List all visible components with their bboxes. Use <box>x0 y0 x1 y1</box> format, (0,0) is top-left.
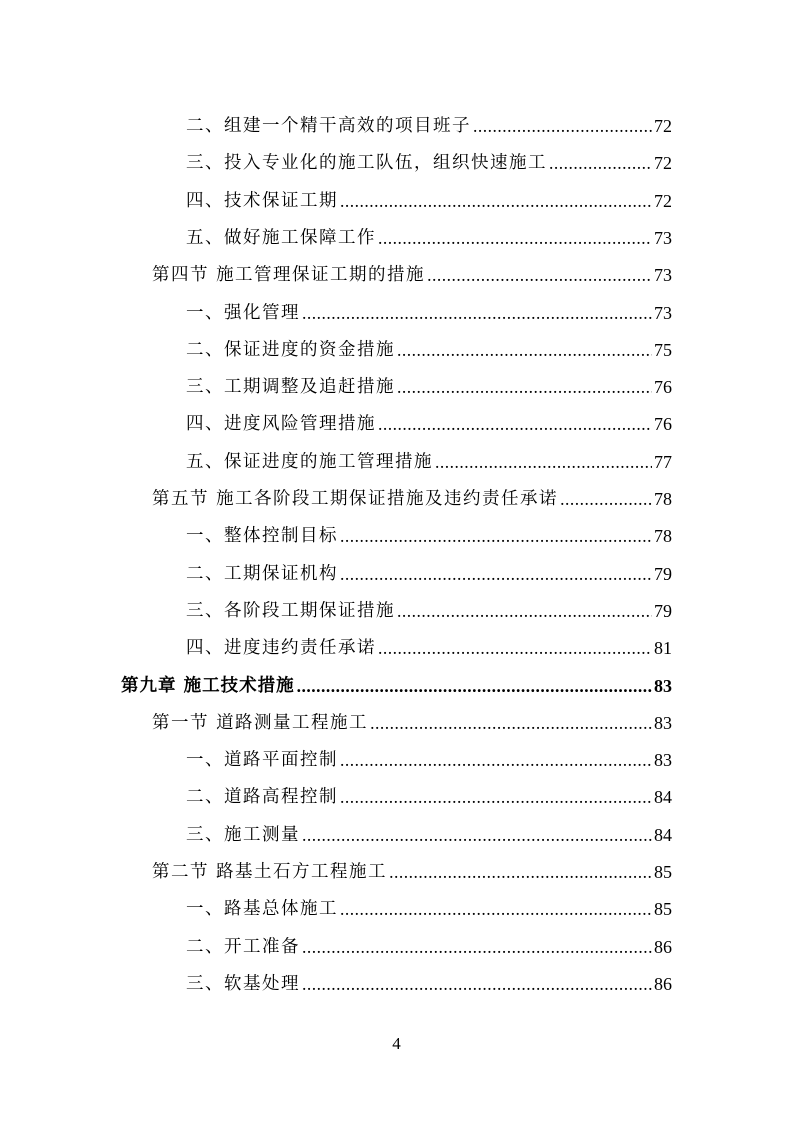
toc-entry-title: 一、道路平面控制 <box>186 750 338 771</box>
toc-entry-title: 三、各阶段工期保证措施 <box>186 600 395 621</box>
toc-entry <box>0 287 672 324</box>
dot-leader <box>378 227 652 249</box>
dot-leader <box>427 264 652 286</box>
toc-section-entry <box>0 697 672 734</box>
toc-entry <box>0 958 672 995</box>
dot-leader <box>378 413 652 435</box>
toc-entry-title: 二、组建一个精干高效的项目班子 <box>186 116 471 136</box>
dot-leader <box>340 786 652 808</box>
toc-entry <box>0 809 672 846</box>
toc-entry-title: 一、整体控制目标 <box>186 526 338 547</box>
toc-entry-title: 三、软基处理 <box>186 973 300 994</box>
toc-entry-title: 三、施工测量 <box>186 824 300 845</box>
toc-entry-page: 86 <box>654 973 672 994</box>
toc-entry <box>0 585 672 622</box>
dot-leader <box>340 749 652 771</box>
toc-section-entry <box>0 846 672 883</box>
toc-entry-page: 72 <box>654 190 672 211</box>
toc-entry-title: 二、工期保证机构 <box>186 563 338 584</box>
toc-entry-title: 第二节 路基土石方工程施工 <box>152 862 388 882</box>
toc-entry <box>0 771 672 808</box>
toc-entry-page: 79 <box>654 600 672 621</box>
dot-leader <box>340 563 652 585</box>
dot-leader <box>302 824 652 846</box>
toc-entry-title: 一、路基总体施工 <box>186 899 338 920</box>
dot-leader <box>340 525 652 547</box>
toc-entry-page: 84 <box>654 824 672 845</box>
toc-entry-title: 五、保证进度的施工管理措施 <box>186 451 433 472</box>
toc-entry <box>0 883 672 920</box>
toc-entry <box>0 175 672 212</box>
toc-entry-page: 72 <box>654 116 672 136</box>
toc-entry <box>0 100 672 137</box>
toc-entry-page: 86 <box>654 936 672 957</box>
dot-leader <box>389 861 652 883</box>
dot-leader <box>560 488 652 510</box>
dot-leader <box>473 115 652 137</box>
toc-entry-page: 84 <box>654 787 672 808</box>
page-number: 4 <box>392 1034 401 1053</box>
toc-section-entry <box>0 473 672 510</box>
dot-leader <box>549 152 652 174</box>
toc-entry-title: 四、进度风险管理措施 <box>186 414 376 435</box>
toc-entry-page: 85 <box>654 899 672 920</box>
dot-leader <box>297 675 652 697</box>
toc-entry-title: 一、强化管理 <box>186 302 300 323</box>
toc-chapter-entry <box>0 660 672 697</box>
toc-entry <box>0 361 672 398</box>
dot-leader <box>435 451 652 473</box>
toc-entry <box>0 510 672 547</box>
toc-entry-page: 83 <box>654 712 672 733</box>
dot-leader <box>340 190 652 212</box>
toc-entry-page: 78 <box>654 526 672 547</box>
toc-entry-title: 三、工期调整及追赶措施 <box>186 377 395 398</box>
dot-leader <box>378 637 652 659</box>
toc-entry-title: 五、做好施工保障工作 <box>186 227 376 248</box>
toc-entry <box>0 548 672 585</box>
dot-leader <box>370 712 652 734</box>
dot-leader <box>302 302 652 324</box>
toc-entry-page: 73 <box>654 227 672 248</box>
toc-entry-page: 76 <box>654 414 672 435</box>
dot-leader <box>397 600 652 622</box>
toc-entry-title: 第五节 施工各阶段工期保证措施及违约责任承诺 <box>152 489 559 509</box>
toc-entry-page: 75 <box>654 339 672 360</box>
toc-entry-page: 72 <box>654 153 672 174</box>
toc-entry <box>0 212 672 249</box>
toc-entry-page: 76 <box>654 377 672 398</box>
dot-leader <box>302 973 652 995</box>
toc-entry <box>0 398 672 435</box>
toc-entry-page: 77 <box>654 451 672 472</box>
toc-entry-title: 第九章 施工技术措施 <box>121 675 295 696</box>
toc-entry-title: 二、开工准备 <box>186 936 300 957</box>
toc-entry-page: 83 <box>654 750 672 771</box>
dot-leader <box>302 936 652 958</box>
toc-entry <box>0 137 672 174</box>
dot-leader <box>397 376 652 398</box>
toc-entry-page: 85 <box>654 862 672 882</box>
toc-entry-title: 四、技术保证工期 <box>186 190 338 211</box>
toc-entry-page: 83 <box>654 675 672 696</box>
toc-entry-title: 三、投入专业化的施工队伍，组织快速施工 <box>186 153 547 174</box>
toc-entry <box>0 734 672 771</box>
toc-entry <box>0 324 672 361</box>
toc-entry-page: 73 <box>654 302 672 323</box>
toc-entry <box>0 622 672 659</box>
toc-section-entry <box>0 249 672 286</box>
toc-entry-title: 第一节 道路测量工程施工 <box>152 712 369 733</box>
toc-entry-page: 73 <box>654 265 672 286</box>
dot-leader <box>340 898 652 920</box>
toc-entry-page: 79 <box>654 563 672 584</box>
toc-entry-page: 78 <box>654 489 672 509</box>
toc-entry-page: 81 <box>654 638 672 659</box>
toc-entry-title: 二、保证进度的资金措施 <box>186 339 395 360</box>
toc-entry <box>0 921 672 958</box>
toc-entry-title: 四、进度违约责任承诺 <box>186 638 376 659</box>
toc-entry-title: 二、道路高程控制 <box>186 787 338 808</box>
toc-entry <box>0 436 672 473</box>
toc-entry-title: 第四节 施工管理保证工期的措施 <box>152 265 426 286</box>
dot-leader <box>397 339 652 361</box>
